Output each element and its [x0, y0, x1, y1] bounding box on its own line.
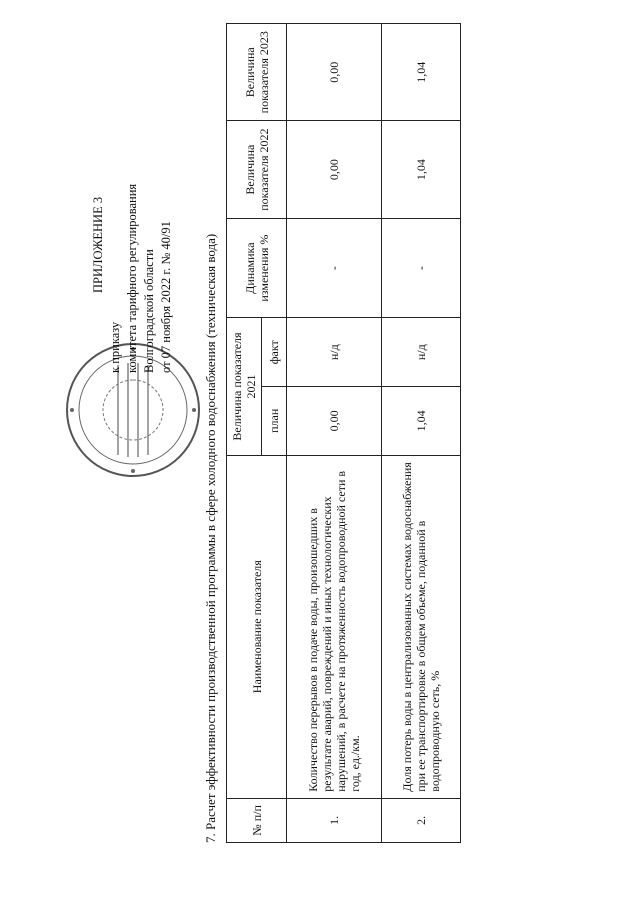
- table-header-row: [227, 23, 262, 842]
- cell-dynamics: -: [382, 218, 461, 318]
- rotated-document-page: [40, 13, 600, 893]
- cell-name: Количество перерывов в подаче воды, произошедших в результате аварий, повреждений и иных технологических нарушений, в расчете на протяженность водопроводной сети в год, ед./км.: [287, 455, 382, 798]
- cell-dynamics: -: [287, 218, 382, 318]
- appendix-date-line: от 07 ноября 2022 г. № 40/91: [159, 220, 173, 373]
- cell-value-2022: 1,04: [382, 120, 461, 217]
- cell-value-2023: 1,04: [382, 23, 461, 120]
- section-heading: 7. Расчет эффективности производственной программы в сфере холодного водоснабжения (техническая вода): [203, 233, 218, 843]
- cell-name: Доля потерь воды в централизованных системах водоснабжения при ее транспортировке в общем объеме, поданной в водопроводную сеть, %: [382, 455, 461, 798]
- table-row: [382, 23, 461, 842]
- cell-plan: 0,00: [287, 386, 382, 455]
- table-row: [287, 23, 382, 842]
- header-name: Наименование показателя: [227, 455, 287, 798]
- cell-num: 1.: [287, 798, 382, 842]
- cell-value-2022: 0,00: [287, 120, 382, 217]
- header-value-2023: Величина показателя 2023: [227, 23, 287, 120]
- header-value-2021: Величина показателя 2021: [227, 317, 262, 454]
- appendix-title: ПРИЛОЖЕНИЕ 3: [91, 196, 105, 293]
- cell-num: 2.: [382, 798, 461, 842]
- header-num: № п/п: [227, 798, 287, 842]
- appendix-region-line: Волгоградской области: [142, 248, 156, 373]
- header-value-2022: Величина показателя 2022: [227, 120, 287, 217]
- header-plan: план: [262, 386, 287, 455]
- cell-value-2023: 0,00: [287, 23, 382, 120]
- header-dynamics: Динамика изменения %: [227, 218, 287, 318]
- header-fact: факт: [262, 317, 287, 386]
- cell-fact: н/д: [382, 317, 461, 386]
- cell-plan: 1,04: [382, 386, 461, 455]
- cell-fact: н/д: [287, 317, 382, 386]
- appendix-order-line: к приказу: [108, 321, 122, 373]
- appendix-committee-line: комитета тарифного регулирования: [125, 183, 139, 373]
- appendix-reference: [90, 43, 175, 373]
- efficiency-table: [226, 23, 461, 843]
